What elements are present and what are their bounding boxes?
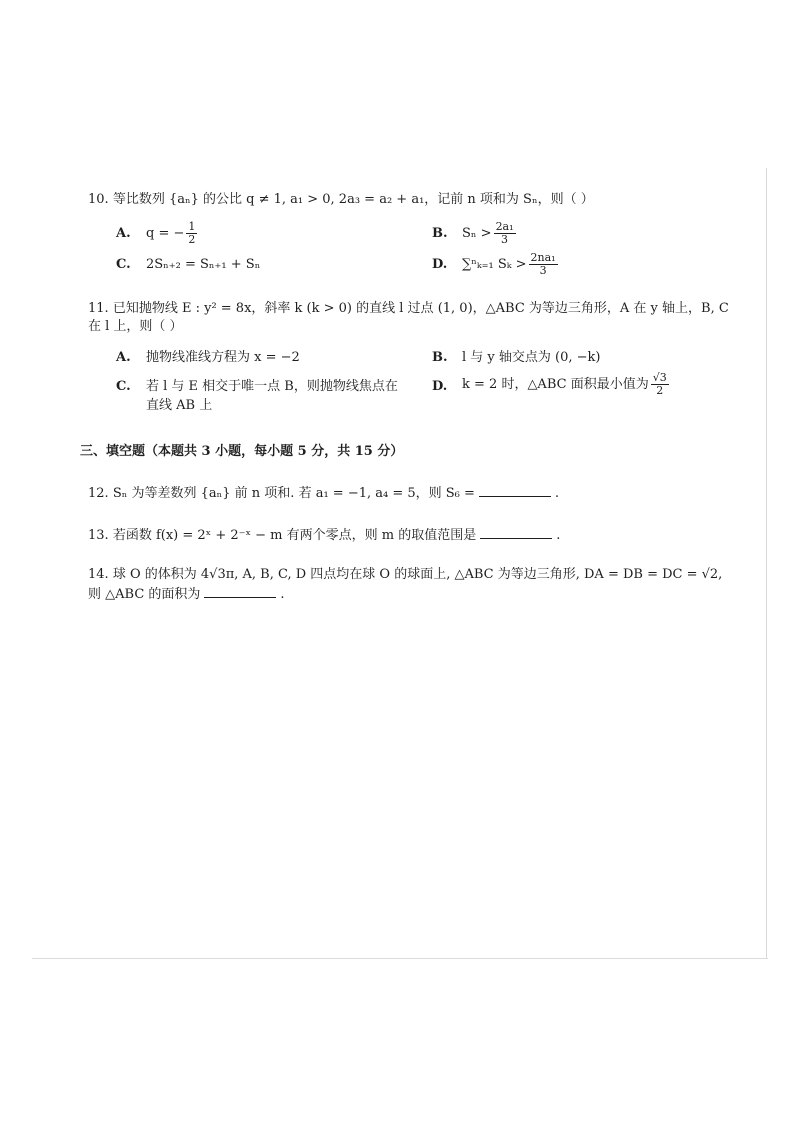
sheet-edge-bottom [32, 958, 768, 959]
question-11-stem [88, 300, 729, 318]
option-d-label: D. [432, 257, 448, 272]
option-a-label: A. [116, 226, 131, 241]
option-text: q = − [146, 226, 185, 241]
q10-option-d [462, 251, 560, 279]
answer-blank[interactable] [204, 585, 276, 598]
option-text: k = 2 时，△ABC 面积最小值为 [462, 377, 649, 392]
section-heading: 三、填空题（本题共 3 小题，每小题 5 分，共 15 分） [80, 444, 404, 459]
question-text: 已知抛物线 E : y² = 8x，斜率 k (k > 0) 的直线 l 过点 (1, 0)，△ABC 为等边三角形，A 在 y 轴上，B, C [112, 301, 729, 316]
answer-blank[interactable] [479, 484, 551, 497]
question-text: 则 △ABC 的面积为 [88, 587, 201, 602]
option-a-label: A. [116, 350, 131, 365]
q10-option-c: 2Sₙ₊₂ = Sₙ₊₁ + Sₙ [146, 257, 261, 272]
question-text: 若函数 f(x) = 2ˣ + 2⁻ˣ − m 有两个零点，则 m 的取值范围是 [112, 528, 477, 543]
option-text: ∑ⁿₖ₌₁ Sₖ > [462, 257, 527, 272]
fraction [651, 372, 669, 397]
question-number: 11. [88, 301, 109, 316]
question-number: 12. [88, 486, 109, 501]
question-text: 球 O 的体积为 4√3π, A, B, C, D 四点均在球 O 的球面上, △ABC 为等边三角形, DA = DB = DC = √2, [112, 567, 723, 582]
fraction-denominator: 2 [188, 233, 196, 246]
question-14-line1 [88, 566, 722, 584]
q11-option-b: l 与 y 轴交点为 (0, −k) [462, 350, 601, 365]
fraction-denominator: 2 [656, 384, 664, 397]
fraction-numerator: 1 [188, 220, 196, 233]
q10-option-a [146, 220, 199, 248]
question-11-stem-line2: 在 l 上，则（ ） [88, 319, 183, 334]
fraction-numerator: 2na₁ [530, 251, 556, 264]
fraction-denominator: 3 [501, 233, 509, 246]
sheet-edge-right [766, 168, 767, 958]
option-text: Sₙ > [462, 226, 492, 241]
option-c-label: C. [116, 379, 131, 394]
fraction [494, 221, 516, 246]
q10-option-b [462, 220, 518, 248]
question-text: 等比数列 {aₙ} 的公比 q ≠ 1, a₁ > 0, 2a₃ = a₂ + a₁，记前 n 项和为 Sₙ，则（ ） [112, 192, 594, 207]
fraction-numerator: 2a₁ [495, 220, 514, 233]
option-d-label: D. [432, 379, 448, 394]
fraction-denominator: 3 [539, 264, 547, 277]
option-c-label: C. [116, 257, 131, 272]
question-tail: . [556, 528, 561, 543]
fraction [529, 252, 558, 277]
question-12 [88, 484, 559, 503]
question-tail: . [554, 486, 560, 501]
q11-option-a: 抛物线准线方程为 x = −2 [146, 350, 300, 365]
question-number: 10. [88, 192, 109, 207]
option-b-label: B. [432, 226, 448, 241]
option-b-label: B. [432, 350, 448, 365]
fraction [186, 221, 197, 246]
question-10-stem [88, 191, 594, 209]
question-14-line2 [88, 585, 285, 604]
fraction-numerator: √3 [652, 371, 667, 384]
q11-option-c-line2: 直线 AB 上 [146, 398, 213, 413]
q11-option-c-line1: 若 l 与 E 相交于唯一点 B，则抛物线焦点在 [146, 379, 398, 394]
answer-blank[interactable] [480, 526, 552, 539]
question-number: 13. [88, 528, 109, 543]
question-number: 14. [88, 567, 109, 582]
question-tail: . [280, 587, 285, 602]
q11-option-d [462, 370, 671, 400]
question-text: Sₙ 为等差数列 {aₙ} 前 n 项和. 若 a₁ = −1, a₄ = 5，则 S₆ = [112, 486, 475, 501]
question-13 [88, 526, 560, 545]
